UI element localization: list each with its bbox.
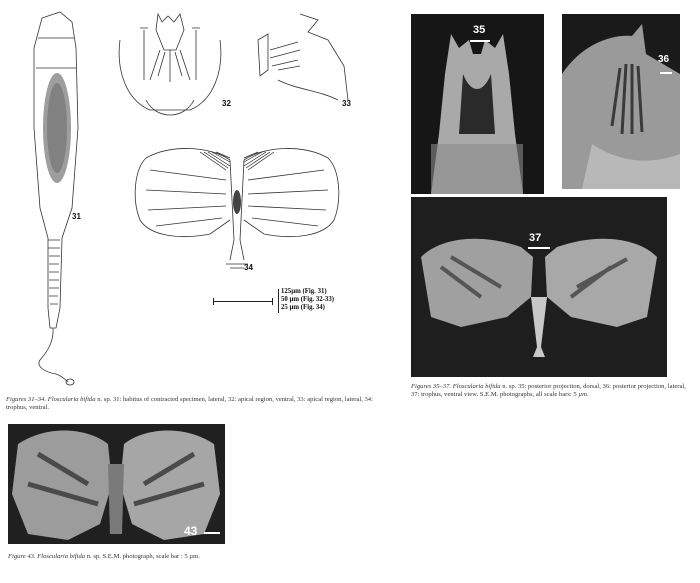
fig32-label: 32 bbox=[222, 99, 231, 108]
caption-lead: Figure 43. bbox=[8, 553, 36, 560]
figure-35-37-caption bbox=[411, 383, 695, 399]
scale-bar-36 bbox=[660, 72, 672, 74]
fig43-label: 43 bbox=[184, 524, 198, 538]
apical-lateral-drawing bbox=[248, 10, 358, 110]
scale-bracket bbox=[278, 289, 279, 313]
sem-photo-37 bbox=[411, 197, 667, 377]
caption-text: n. sp. 35: posterior projection, dorsal, 36: posterior projection, lateral, 37: trophus, ventral view. S.E.M. photographs, all scale bars: 5 bbox=[411, 383, 686, 398]
sem-photo-36 bbox=[562, 14, 680, 189]
caption-text: n. sp. S.E.M. photograph, scale bar : 5 µm. bbox=[86, 553, 200, 560]
scale-legend bbox=[281, 288, 334, 312]
sem-photo-43 bbox=[8, 424, 225, 544]
scale-line-1: 125µm (Fig. 31) bbox=[281, 288, 327, 295]
figure-43-caption bbox=[8, 553, 308, 561]
fig33-label: 33 bbox=[342, 99, 351, 108]
scale-line-3: 25 µm (Fig. 34) bbox=[281, 304, 325, 311]
caption-unit: µm. bbox=[578, 391, 589, 398]
scale-bar-tick-left bbox=[213, 298, 214, 305]
trophus-drawing bbox=[130, 140, 345, 275]
scale-bar-35 bbox=[470, 40, 490, 42]
fig36-label: 36 bbox=[658, 54, 670, 65]
scale-bar-43 bbox=[204, 532, 220, 534]
fig34-label: 34 bbox=[244, 263, 253, 272]
scale-bar-tick-right bbox=[272, 298, 273, 305]
caption-species: Floscularia bifida bbox=[452, 383, 501, 390]
scale-bar-line bbox=[213, 301, 273, 302]
caption-species: Floscularia bifida bbox=[47, 396, 96, 403]
figure-31-34-caption bbox=[6, 396, 376, 412]
scale-bar-37 bbox=[528, 247, 550, 249]
habitus-drawing bbox=[20, 8, 90, 388]
scale-line-2: 50 µm (Fig. 32-33) bbox=[281, 296, 334, 303]
caption-species: Floscularia bifida bbox=[37, 553, 86, 560]
fig35-label: 35 bbox=[473, 24, 486, 36]
fig31-label: 31 bbox=[72, 212, 81, 221]
apical-ventral-drawing bbox=[110, 10, 230, 120]
fig37-label: 37 bbox=[529, 232, 542, 244]
sem-photo-35 bbox=[411, 14, 544, 194]
caption-lead: Figures 31–34. bbox=[6, 396, 47, 403]
caption-text: n. sp. 31: habitus of contracted specimen, lateral, 32: apical region, ventral, 33: apical region, lateral, 34: trophus, ventral. bbox=[6, 396, 373, 411]
caption-lead: Figures 35–37. bbox=[411, 383, 452, 390]
